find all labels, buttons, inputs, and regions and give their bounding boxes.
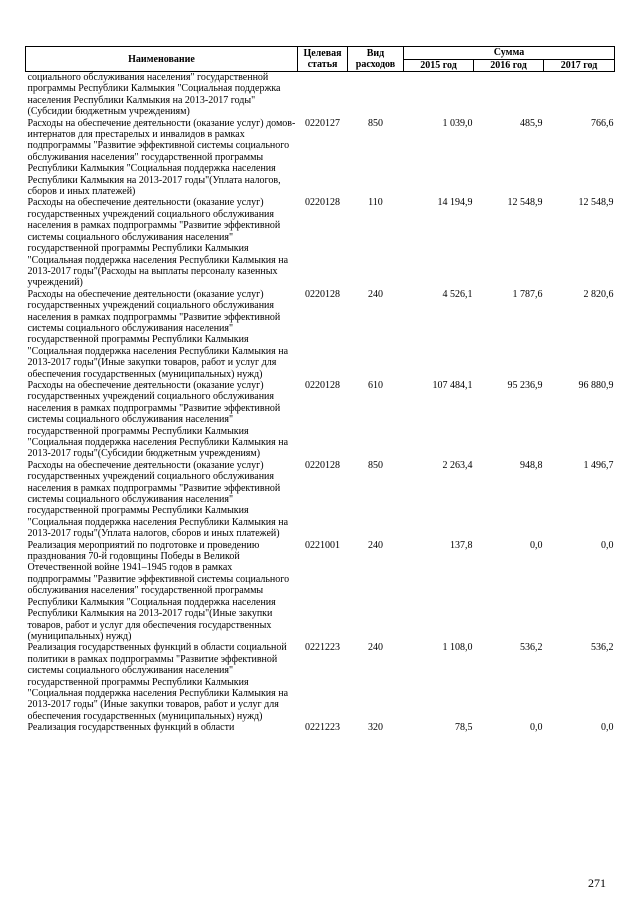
header-year-2016: 2016 год	[474, 59, 544, 72]
row-sum-2016-cell	[474, 72, 544, 118]
row-sum-2015-cell: 14 194,9	[437, 197, 473, 209]
header-sum: Сумма	[404, 47, 615, 60]
row-sum-2015-cell: 1 108,0	[442, 642, 473, 654]
table-row	[26, 289, 615, 380]
table-header	[26, 47, 615, 72]
row-sum-2017-cell: 2 820,6	[583, 288, 614, 300]
row-expense-type-cell: 240	[368, 288, 383, 300]
table-row	[26, 197, 615, 288]
row-sum-2015-cell: 4 526,1	[442, 288, 473, 300]
row-target-article-cell: 0220128	[305, 459, 340, 471]
budget-table	[25, 46, 615, 734]
row-expense-type-cell: 240	[368, 642, 383, 654]
row-sum-2017-cell: 12 548,9	[578, 197, 614, 209]
row-sum-2015-cell: 1 039,0	[442, 117, 473, 129]
row-target-article-cell: 0220128	[305, 379, 340, 391]
row-sum-2017-cell	[544, 72, 615, 118]
row-name-cell: Расходы на обеспечение деятельности (оказание услуг) государственных учреждений социального обслуживания населения в рамках подпрограммы "Развитие эффективной системы социального обслуживания населения" государственной программы Республики Калмыкия "Социальная поддержка населения Республики Калмыкия на 2013-2017 годы"(Иные закупки товаров, работ и услуг для обеспечения государственных (муниципальных) нужд)	[27, 288, 289, 380]
row-sum-2017-cell: 96 880,9	[578, 379, 614, 391]
row-name-cell: Реализация мероприятий по подготовке и проведению празднования 70-й годовщины Победы в Великой Отечественной войне 1941–1945 годов в рамках подпрограммы "Развитие эффективной системы социального обслуживания населения" государственной программы Республики Калмыкия "Социальная поддержка населения Республики Калмыкия на 2013-2017 годы"(Иные закупки товаров, работ и услуг для обеспечения государственных (муниципальных) нужд)	[27, 539, 290, 642]
row-name-cell: Расходы на обеспечение деятельности (оказание услуг) государственных учреждений социального обслуживания населения в рамках подпрограммы "Развитие эффективной системы социального обслуживания населения" государственной программы Республики Калмыкия "Социальная поддержка населения Республики Калмыкия на 2013-2017 годы"(Расходы на выплаты персоналу казенных учреждений)	[27, 197, 289, 289]
table-row	[26, 722, 615, 733]
row-name-cell: социального обслуживания населения" государственной программы Республики Калмыкия "Социальная поддержка населения Республики Калмыкия на 2013-2017 годы"(Субсидии бюджетным учреждениям)	[27, 72, 281, 118]
row-expense-type-cell: 610	[368, 379, 383, 391]
table-row	[26, 72, 615, 118]
row-target-article-cell: 0221001	[305, 539, 340, 551]
row-expense-type-cell: 850	[368, 117, 383, 129]
row-sum-2017-cell: 1 496,7	[583, 459, 614, 471]
row-expense-type-cell	[348, 72, 404, 118]
table-row	[26, 540, 615, 643]
table-body	[26, 72, 615, 734]
header-expense-type: Вид расходов	[348, 47, 404, 72]
row-sum-2015-cell	[404, 72, 474, 118]
header-year-2017: 2017 год	[544, 59, 615, 72]
header-name: Наименование	[26, 47, 298, 72]
header-target-article: Целевая статья	[298, 47, 348, 72]
row-name-cell: Расходы на обеспечение деятельности (оказание услуг) домов-интернатов для престарелых и инвалидов в рамках подпрограммы "Развитие эффективной системы социального обслуживания населения" государственной программы Республики Калмыкия "Социальная поддержка населения Республики Калмыкия на 2013-2017 годы"(Уплата налогов, сборов и иных платежей)	[27, 117, 296, 198]
table-row	[26, 380, 615, 460]
row-sum-2016-cell: 536,2	[520, 642, 543, 654]
row-sum-2017-cell: 0,0	[601, 539, 614, 551]
row-sum-2015-cell: 2 263,4	[442, 459, 473, 471]
row-sum-2016-cell: 485,9	[520, 117, 543, 129]
row-sum-2016-cell: 1 787,6	[512, 288, 543, 300]
row-sum-2016-cell: 12 548,9	[507, 197, 543, 209]
row-name-cell: Реализация государственных функций в области	[27, 722, 235, 734]
table-row	[26, 118, 615, 198]
row-sum-2016-cell: 95 236,9	[507, 379, 543, 391]
row-target-article-cell: 0220127	[305, 117, 340, 129]
row-target-article-cell: 0220128	[305, 288, 340, 300]
row-sum-2017-cell: 766,6	[591, 117, 614, 129]
row-sum-2016-cell: 0,0	[530, 722, 543, 734]
row-name-cell: Реализация государственных функций в области социальной политики в рамках подпрограммы "Развитие эффективной системы социального обслуживания населения" государственной программы Республики Калмыкия "Социальная поддержка населения Республики Калмыкия на 2013-2017 годы" (Иные закупки товаров, работ и услуг для обеспечения государственных (муниципальных) нужд)	[27, 642, 289, 722]
row-sum-2015-cell: 107 484,1	[432, 379, 473, 391]
row-target-article-cell: 0221223	[305, 642, 340, 654]
row-sum-2015-cell: 78,5	[455, 722, 473, 734]
page-number: 271	[588, 876, 606, 890]
row-sum-2015-cell: 137,8	[450, 539, 473, 551]
table-row	[26, 642, 615, 722]
row-expense-type-cell: 240	[368, 539, 383, 551]
row-expense-type-cell: 320	[368, 722, 383, 734]
row-sum-2016-cell: 948,8	[520, 459, 543, 471]
row-sum-2017-cell: 536,2	[591, 642, 614, 654]
table-row	[26, 460, 615, 540]
row-expense-type-cell: 110	[368, 197, 383, 209]
row-expense-type-cell: 850	[368, 459, 383, 471]
header-year-2015: 2015 год	[404, 59, 474, 72]
row-target-article-cell: 0220128	[305, 197, 340, 209]
row-name-cell: Расходы на обеспечение деятельности (оказание услуг) государственных учреждений социального обслуживания населения в рамках подпрограммы "Развитие эффективной системы социального обслуживания населения" государственной программы Республики Калмыкия "Социальная поддержка населения Республики Калмыкия на 2013-2017 годы"(Уплата налогов, сборов и иных платежей)	[27, 459, 289, 540]
row-sum-2017-cell: 0,0	[601, 722, 614, 734]
row-target-article-cell	[298, 72, 348, 118]
row-name-cell: Расходы на обеспечение деятельности (оказание услуг) государственных учреждений социального обслуживания населения в рамках подпрограммы "Развитие эффективной системы социального обслуживания населения" государственной программы Республики Калмыкия "Социальная поддержка населения Республики Калмыкия на 2013-2017 годы"(Субсидии бюджетным учреждениям)	[27, 379, 289, 460]
row-sum-2016-cell: 0,0	[530, 539, 543, 551]
row-target-article-cell: 0221223	[305, 722, 340, 734]
